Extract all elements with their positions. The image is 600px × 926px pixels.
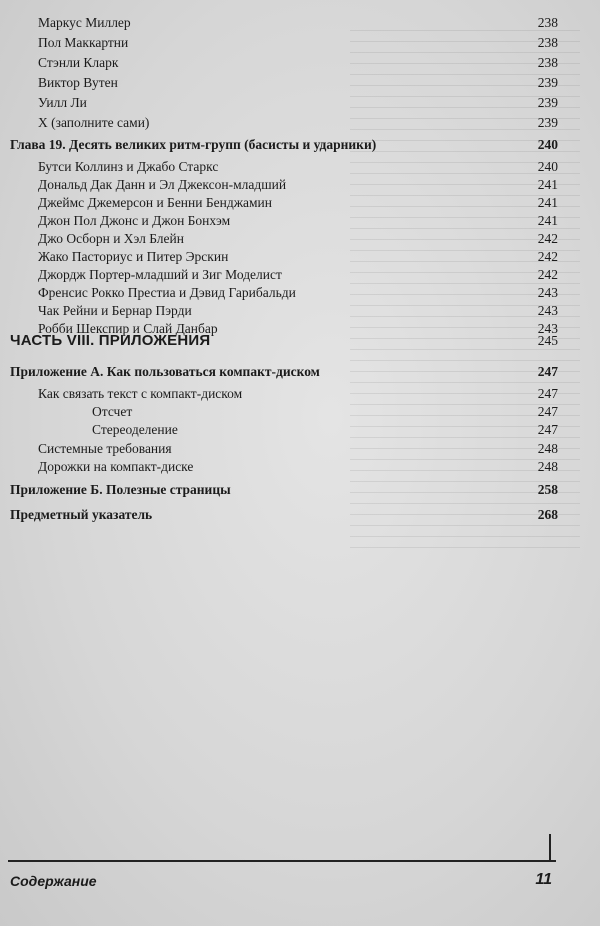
toc-entry-page: 268 — [537, 507, 558, 522]
toc-entry-page: 238 — [537, 15, 558, 30]
footer-section-title: Содержание — [10, 873, 97, 889]
toc-entry — [0, 34, 600, 52]
toc-entry — [0, 458, 600, 476]
toc-entry — [0, 440, 600, 458]
toc-entry-title: Предметный указатель — [10, 507, 153, 522]
toc-entry — [0, 94, 600, 112]
toc-entry-title: Глава 19. Десять великих ритм-групп (басисты и ударники) — [10, 137, 377, 152]
toc-entry-page: 258 — [537, 482, 558, 497]
toc-entry — [0, 74, 600, 92]
toc-chapter-heading — [0, 506, 600, 524]
toc-entry-title: Джо Осборн и Хэл Блейн — [38, 231, 184, 246]
toc-entry — [0, 248, 600, 266]
toc-entry-title: Системные требования — [38, 441, 172, 456]
toc-entry-title: Бутси Коллинз и Джабо Старкс — [38, 159, 219, 174]
toc-entry-page: 243 — [537, 303, 558, 318]
toc-entry-title: Маркус Миллер — [38, 15, 131, 30]
toc-entry — [0, 54, 600, 72]
toc-entry — [0, 284, 600, 302]
toc-entry — [0, 158, 600, 176]
toc-entry-page: 239 — [537, 75, 558, 90]
toc-entry-title: Уилл Ли — [38, 95, 87, 110]
toc-entry-page: 239 — [537, 115, 558, 130]
toc-entry — [0, 176, 600, 194]
toc-entry-page: 242 — [537, 249, 558, 264]
toc-entry — [0, 421, 600, 439]
toc-entry-page: 241 — [537, 195, 558, 210]
toc-entry-page: 248 — [537, 441, 558, 456]
toc-entry-title: Стереоделение — [92, 422, 178, 437]
toc-entry-page: 238 — [537, 35, 558, 50]
toc-entry-title: Приложение А. Как пользоваться компакт-диском — [10, 364, 320, 379]
toc-entry-page: 247 — [537, 422, 558, 437]
toc-entry-page: 243 — [537, 321, 558, 336]
toc-entry-title: Джон Пол Джонс и Джон Бонхэм — [38, 213, 231, 228]
toc-entry-page: 238 — [537, 55, 558, 70]
toc-entry — [0, 194, 600, 212]
toc-entry — [0, 230, 600, 248]
toc-chapter-heading — [0, 136, 600, 154]
toc-entry-title: Х (заполните сами) — [38, 115, 150, 130]
footer-page-number: 11 — [535, 871, 552, 888]
toc-entry-title: Отсчет — [92, 404, 133, 419]
toc-entry-page: 245 — [537, 333, 558, 348]
toc-entry — [0, 385, 600, 403]
toc-entry-page: 248 — [537, 459, 558, 474]
toc-entry-title: Жако Пасториус и Питер Эрскин — [38, 249, 229, 264]
toc-entry-page: 241 — [537, 177, 558, 192]
toc-entry-title: Джордж Портер-младший и Зиг Моделист — [38, 267, 282, 282]
toc-entry — [0, 14, 600, 32]
footer-corner-rule — [549, 834, 551, 862]
footer-rule — [8, 860, 556, 862]
toc-entry-title: Джеймс Джемерсон и Бенни Бенджамин — [38, 195, 273, 210]
toc-entry-title: ЧАСТЬ VIII. ПРИЛОЖЕНИЯ — [10, 332, 211, 349]
toc-entry-page: 243 — [537, 285, 558, 300]
toc-entry-page: 247 — [537, 364, 558, 379]
toc-entry-page: 241 — [537, 213, 558, 228]
toc-entry-title: Приложение Б. Полезные страницы — [10, 482, 231, 497]
toc-chapter-heading — [0, 363, 600, 381]
toc-entry-page: 247 — [537, 386, 558, 401]
toc-entry-page: 240 — [537, 137, 558, 152]
toc-entry — [0, 212, 600, 230]
toc-entry-title: Дорожки на компакт-диске — [38, 459, 194, 474]
toc-part-heading — [0, 332, 600, 350]
toc-entry-title: Дональд Дак Данн и Эл Джексон-младший — [38, 177, 287, 192]
toc-entry-title: Робби Шекспир и Слай Данбар — [38, 321, 218, 336]
toc-entry-title: Виктор Вутен — [38, 75, 118, 90]
toc-entry-title: Как связать текст с компакт-диском — [38, 386, 243, 401]
toc-entry — [0, 114, 600, 132]
toc-entry-title: Стэнли Кларк — [38, 55, 119, 70]
toc-entry-page: 247 — [537, 404, 558, 419]
toc-entry — [0, 266, 600, 284]
toc-entry-page: 239 — [537, 95, 558, 110]
toc-entry-title: Пол Маккартни — [38, 35, 129, 50]
toc-chapter-heading — [0, 481, 600, 499]
toc-entry — [0, 302, 600, 320]
toc-entry-title: Френсис Рокко Престиа и Дэвид Гарибальди — [38, 285, 296, 300]
toc-entry — [0, 403, 600, 421]
toc-entry-page: 240 — [537, 159, 558, 174]
toc-entry-title: Чак Рейни и Бернар Пэрди — [38, 303, 192, 318]
toc-entry-page: 242 — [537, 231, 558, 246]
toc-entry-page: 242 — [537, 267, 558, 282]
